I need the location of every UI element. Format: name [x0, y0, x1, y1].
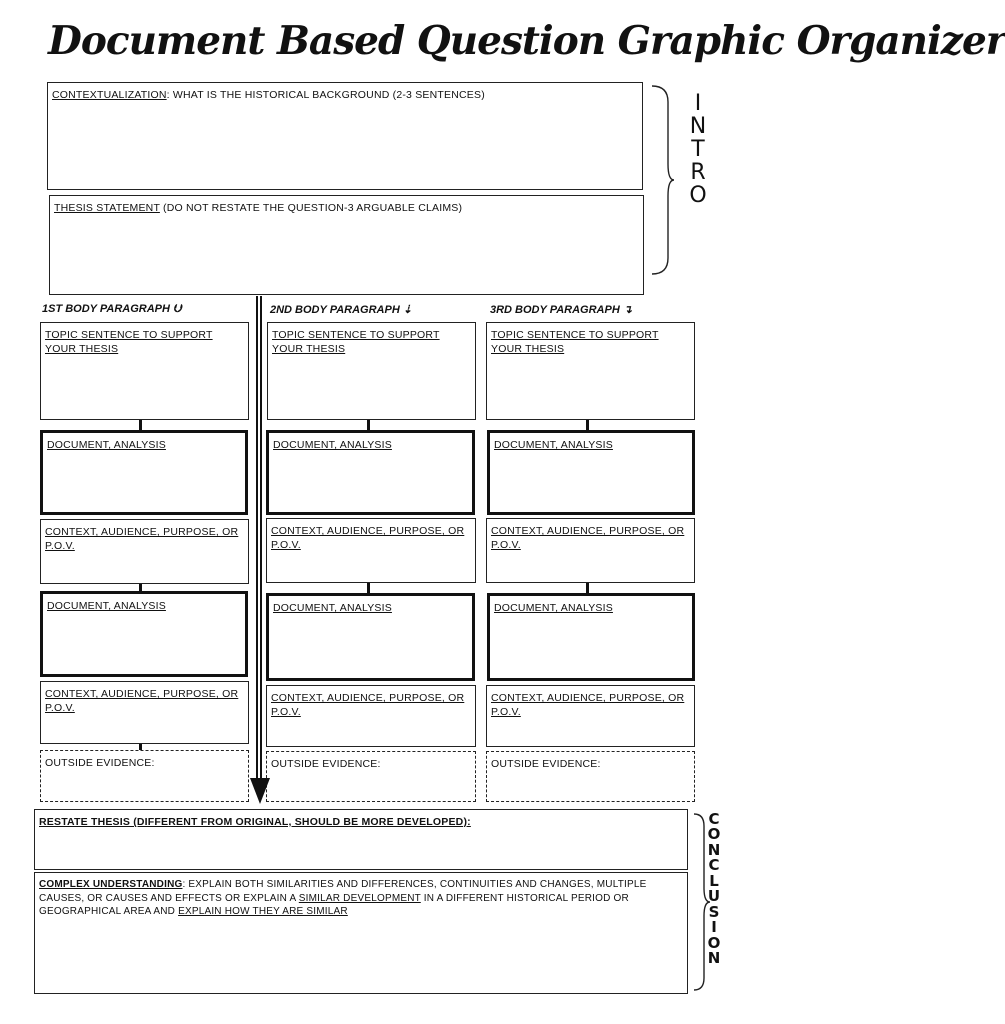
col2-outside-evidence-box[interactable]: OUTSIDE EVIDENCE:: [266, 751, 476, 802]
col2-document-box-1[interactable]: DOCUMENT, ANALYSIS: [266, 430, 475, 515]
paragraph-3-heading: 3RD BODY PARAGRAPH ↴: [490, 304, 633, 316]
col1-document-box-2[interactable]: DOCUMENT, ANALYSIS: [40, 591, 248, 677]
connector: [139, 584, 142, 591]
col2-context-box-1[interactable]: CONTEXT, AUDIENCE, PURPOSE, OR P.O.V.: [266, 518, 476, 583]
intro-side-label: I N T R O: [689, 91, 707, 209]
complex-understanding-label: COMPLEX UNDERSTANDING: EXPLAIN BOTH SIMILARITIES AND DIFFERENCES, CONTINUITIES AND CHANGES, MULTIPLE CAUSES, OR CAUSES AND EFFECTS OR EXPLAIN A SIMILAR DEVELOPMENT IN A DIFFERENT HISTORICAL PERIOD OR GEOGRAPHICAL AREA AND EXPLAIN HOW THEY ARE SIMILAR: [39, 879, 647, 917]
col1-outside-evidence-box[interactable]: OUTSIDE EVIDENCE:: [40, 750, 249, 802]
contextualization-box[interactable]: [47, 82, 643, 190]
col3-context-box-2[interactable]: CONTEXT, AUDIENCE, PURPOSE, OR P.O.V.: [486, 685, 695, 747]
col2-context-box-2[interactable]: CONTEXT, AUDIENCE, PURPOSE, OR P.O.V.: [266, 685, 476, 747]
col3-document-box-2[interactable]: DOCUMENT, ANALYSIS: [487, 593, 695, 681]
paragraph-1-heading: 1ST BODY PARAGRAPH ⮋: [42, 303, 182, 315]
restate-thesis-label: RESTATE THESIS (DIFFERENT FROM ORIGINAL, SHOULD BE MORE DEVELOPED):: [39, 816, 471, 828]
col3-outside-evidence-box[interactable]: OUTSIDE EVIDENCE:: [486, 751, 695, 802]
col1-context-box-1[interactable]: CONTEXT, AUDIENCE, PURPOSE, OR P.O.V.: [40, 519, 249, 584]
col2-document-box-2[interactable]: DOCUMENT, ANALYSIS: [266, 593, 475, 681]
col3-document-box-1[interactable]: DOCUMENT, ANALYSIS: [487, 430, 695, 515]
col1-topic-box[interactable]: TOPIC SENTENCE TO SUPPORT YOUR THESIS: [40, 322, 249, 420]
thesis-label: THESIS STATEMENT (DO NOT RESTATE THE QUESTION-3 ARGUABLE CLAIMS): [54, 202, 463, 214]
connector: [139, 420, 142, 430]
col3-context-box-1[interactable]: CONTEXT, AUDIENCE, PURPOSE, OR P.O.V.: [486, 518, 695, 583]
contextualization-label: CONTEXTUALIZATION: WHAT IS THE HISTORICAL BACKGROUND (2-3 SENTENCES): [52, 89, 485, 101]
connector: [586, 420, 589, 430]
intro-brace: [650, 84, 674, 276]
page-title: Document Based Question Graphic Organizer: [48, 18, 1005, 64]
col3-topic-box[interactable]: TOPIC SENTENCE TO SUPPORT YOUR THESIS: [486, 322, 695, 420]
thesis-box[interactable]: [49, 195, 644, 295]
paragraph-2-heading: 2ND BODY PARAGRAPH ⇣: [270, 304, 413, 316]
col1-document-box-1[interactable]: DOCUMENT, ANALYSIS: [40, 430, 248, 515]
complex-understanding-box[interactable]: [34, 872, 688, 994]
restate-thesis-box[interactable]: [34, 809, 688, 870]
arrow-icon: ⮋: [173, 303, 182, 315]
conclusion-side-label: C O N C L U S I O N: [707, 810, 721, 967]
connector: [586, 583, 589, 593]
arrow-icon: ⇣: [402, 304, 413, 316]
col1-context-box-2[interactable]: CONTEXT, AUDIENCE, PURPOSE, OR P.O.V.: [40, 681, 249, 744]
down-arrow-icon: [248, 296, 272, 806]
col2-topic-box[interactable]: TOPIC SENTENCE TO SUPPORT YOUR THESIS: [267, 322, 476, 420]
connector: [367, 420, 370, 430]
connector: [367, 583, 370, 593]
arrow-icon: ↴: [622, 304, 633, 316]
